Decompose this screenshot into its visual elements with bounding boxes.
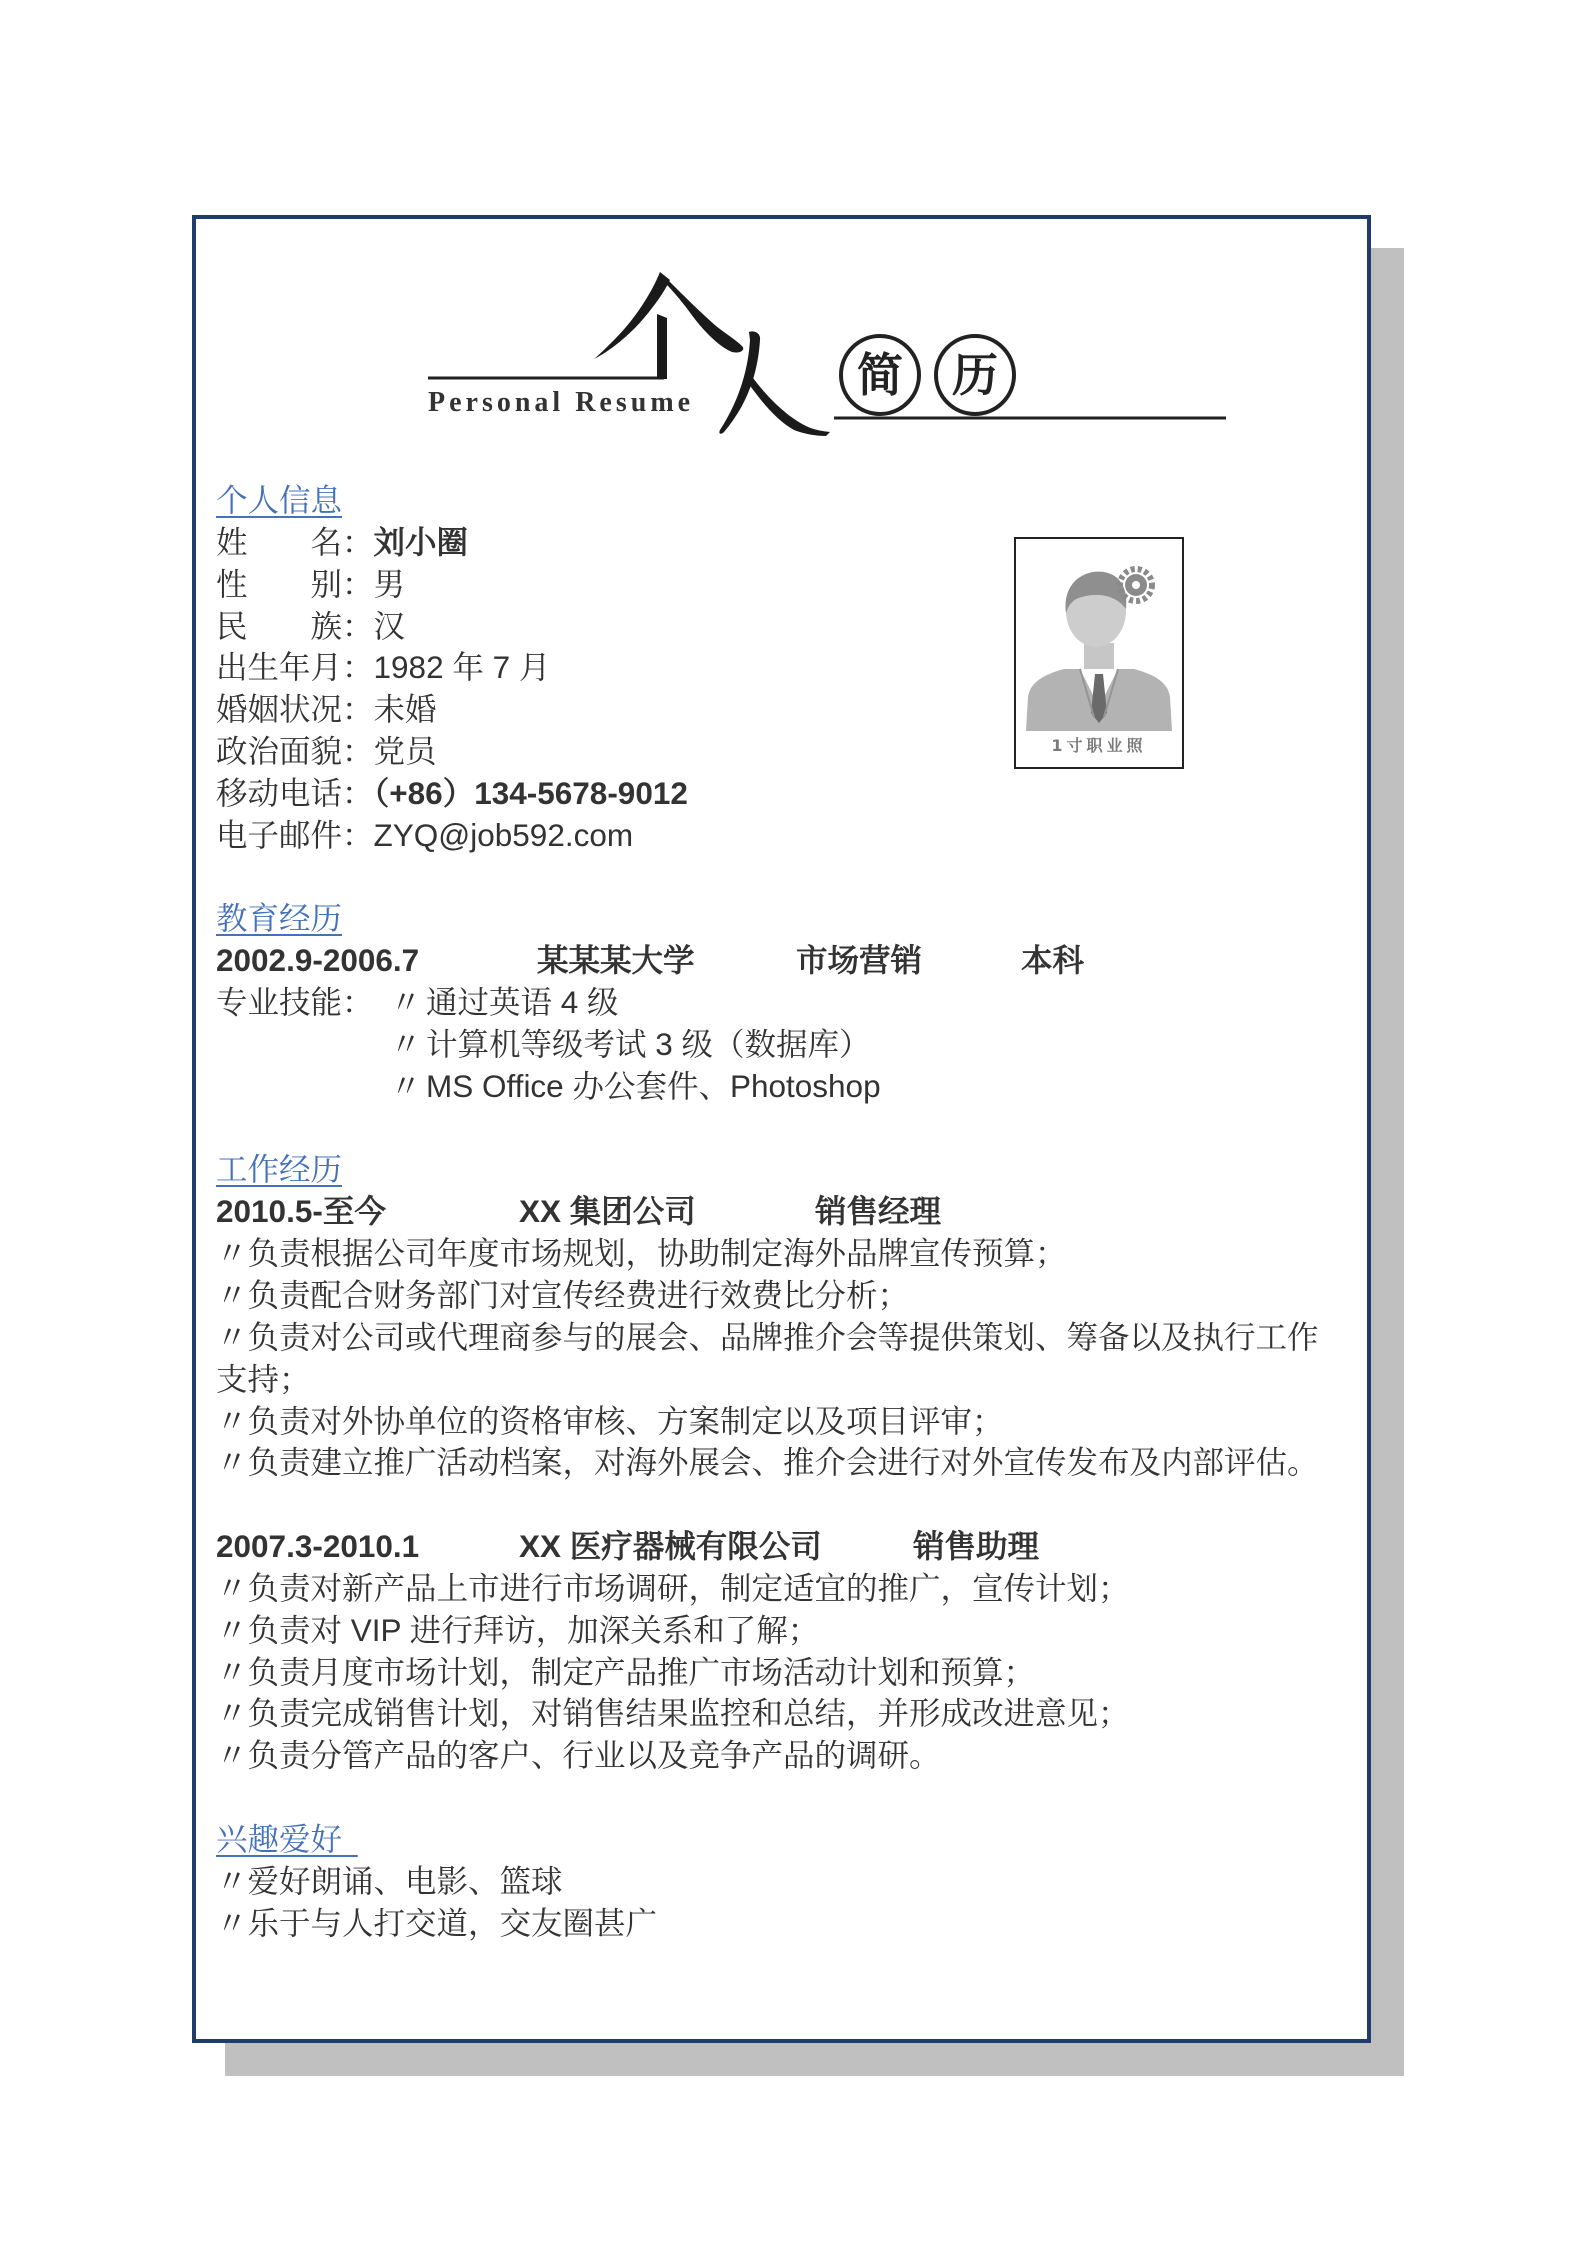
bullet-icon: 〃 — [216, 1653, 248, 1690]
skill-text: MS Office 办公套件、Photoshop — [426, 1067, 881, 1104]
section-title: 个人信息 — [216, 482, 343, 518]
skill-text: 通过英语 4 级 — [426, 984, 619, 1021]
duty-text: 负责配合财务部门对宣传经费进行效费比分析； — [247, 1277, 910, 1313]
bullet-icon: 〃 — [216, 1611, 248, 1648]
label-colon: ： — [342, 523, 374, 560]
duty-text: 负责建立推广活动档案，对海外展会、推介会进行对外宣传发布及内部评估。 — [247, 1444, 1319, 1481]
skills-label: 专业技能： — [216, 984, 374, 1021]
title-char-jian: 简 — [857, 348, 903, 402]
section-education — [216, 898, 1336, 1107]
duty-text: 负责对外协单位的资格审核、方案制定以及项目评审； — [247, 1402, 1004, 1439]
label-colon: ： — [342, 607, 374, 644]
section-title: 教育经历 — [216, 900, 343, 937]
bullet-icon: 〃 — [216, 1318, 248, 1355]
label-colon: ： — [342, 565, 374, 602]
info-label: 政治面貌 — [216, 733, 343, 770]
duty-text: 负责月度市场计划，制定产品推广市场活动计划和预算； — [247, 1653, 1036, 1690]
label-colon: ： — [342, 816, 374, 853]
bullet-icon: 〃 — [216, 1444, 248, 1481]
duty-text: 负责分管产品的客户、行业以及竞争产品的调研。 — [247, 1737, 941, 1774]
bullet-icon: 〃 — [390, 1067, 422, 1104]
duty-item — [216, 1233, 1336, 1275]
label-colon: ： — [342, 733, 374, 770]
title-logo — [400, 260, 1260, 450]
info-label: 性 别 — [216, 565, 343, 602]
bullet-icon: 〃 — [216, 1569, 248, 1606]
info-value: 党员 — [373, 733, 437, 770]
bullet-icon: 〃 — [216, 1737, 248, 1774]
bullet-icon: 〃 — [216, 1904, 248, 1941]
hobby-item — [216, 1861, 1336, 1903]
job-company: XX 医疗器械有限公司 — [519, 1528, 822, 1565]
info-label: 出生年月 — [216, 649, 343, 686]
education-entry — [216, 940, 1336, 982]
title-subtitle: Personal Resume — [428, 387, 695, 418]
info-label: 姓 名 — [216, 523, 343, 560]
logo-char-ge — [594, 272, 743, 379]
info-label: 婚姻状况 — [216, 691, 343, 728]
section-hobbies — [216, 1819, 1336, 1945]
job-header — [216, 1191, 1336, 1233]
photo-caption: 1寸职业照 — [1051, 736, 1147, 755]
info-value: 男 — [373, 565, 406, 602]
duty-item — [216, 1610, 1336, 1652]
duty-item — [216, 1568, 1336, 1610]
label-colon: ： — [342, 649, 374, 686]
info-row-phone — [216, 773, 1336, 815]
section-title: 工作经历 — [216, 1151, 343, 1188]
info-label: 电子邮件 — [216, 816, 343, 853]
skill-item — [216, 1066, 1336, 1108]
duty-item — [216, 1693, 1336, 1735]
info-value: 未婚 — [373, 691, 437, 728]
job-company: XX 集团公司 — [519, 1193, 696, 1230]
job-position: 销售经理 — [815, 1193, 942, 1230]
job-header — [216, 1526, 1336, 1568]
duty-text: 负责对 VIP 进行拜访，加深关系和了解； — [247, 1611, 820, 1648]
skill-item — [216, 1024, 1336, 1066]
bullet-icon: 〃 — [390, 984, 422, 1021]
info-value: ZYQ@job592.com — [373, 816, 634, 853]
bullet-icon: 〃 — [216, 1862, 248, 1899]
duty-item — [216, 1735, 1336, 1777]
bullet-icon: 〃 — [216, 1277, 248, 1313]
title-char-li: 历 — [952, 348, 998, 402]
duty-item — [216, 1442, 1336, 1484]
info-row-email — [216, 815, 1336, 857]
duty-item — [216, 1275, 1336, 1317]
section-work — [216, 1149, 1336, 1777]
label-colon: ： — [342, 774, 374, 811]
duty-text: 负责对公司或代理商参与的展会、品牌推介会等提供策划、筹备以及执行工作支持； — [216, 1318, 1319, 1397]
info-label: 民 族 — [216, 607, 343, 644]
education-period: 2002.9-2006.7 — [216, 942, 420, 979]
info-row-ethnicity — [216, 606, 1336, 648]
skill-text: 计算机等级考试 3 级（数据库） — [426, 1025, 871, 1062]
info-row-political — [216, 731, 1336, 773]
info-row-gender — [216, 564, 1336, 606]
job-entry — [216, 1526, 1336, 1777]
hobby-text: 乐于与人打交道，交友圈甚广 — [247, 1904, 658, 1941]
education-degree: 本科 — [1021, 942, 1085, 979]
info-value: 1982 年 7 月 — [373, 649, 551, 686]
bullet-icon: 〃 — [216, 1402, 248, 1439]
info-value: 刘小圈 — [373, 523, 469, 560]
duty-text: 负责对新产品上市进行市场调研，制定适宜的推广，宣传计划； — [247, 1569, 1130, 1606]
info-value: （+86）134-5678-9012 — [373, 774, 688, 811]
resume-content — [216, 480, 1336, 1944]
duty-text: 负责根据公司年度市场规划，协助制定海外品牌宣传预算； — [247, 1235, 1067, 1272]
hobby-text: 爱好朗诵、电影、篮球 — [247, 1862, 563, 1899]
bullet-icon: 〃 — [216, 1235, 248, 1272]
duty-item — [216, 1401, 1336, 1443]
section-title: 兴趣爱好 — [216, 1820, 343, 1857]
skill-item — [216, 982, 1336, 1024]
info-value: 汉 — [373, 607, 406, 644]
duty-item — [216, 1652, 1336, 1694]
job-period: 2007.3-2010.1 — [216, 1528, 420, 1565]
info-row-marital — [216, 689, 1336, 731]
job-position: 销售助理 — [913, 1528, 1040, 1565]
education-major: 市场营销 — [796, 942, 923, 979]
bullet-icon: 〃 — [390, 1025, 422, 1062]
info-row-birth — [216, 647, 1336, 689]
section-personal-info — [216, 480, 1336, 857]
job-entry — [216, 1191, 1336, 1484]
duty-item — [216, 1317, 1336, 1401]
job-period: 2010.5-至今 — [216, 1193, 386, 1230]
info-label: 移动电话 — [216, 774, 343, 811]
bullet-icon: 〃 — [216, 1695, 248, 1732]
hobby-item — [216, 1903, 1336, 1945]
education-school: 某某某大学 — [537, 942, 695, 979]
label-colon: ： — [342, 691, 374, 728]
duty-text: 负责完成销售计划，对销售结果监控和总结，并形成改进意见； — [247, 1695, 1130, 1732]
info-row-name — [216, 522, 1336, 564]
